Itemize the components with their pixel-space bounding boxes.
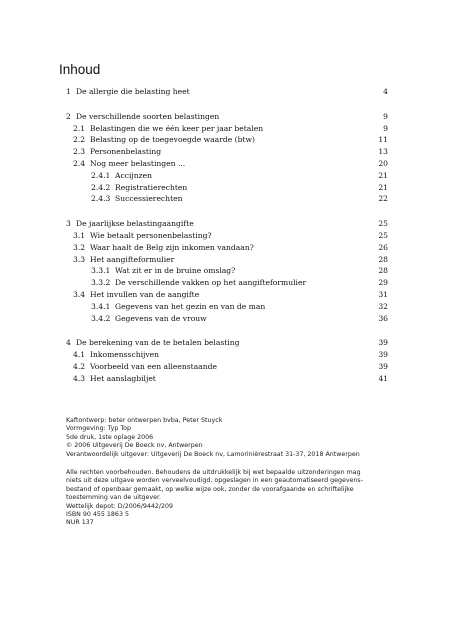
toc-entry-page: 32 xyxy=(378,301,388,311)
toc-entry-label: Het aangifteformulier xyxy=(90,254,175,264)
toc-entry-page: 21 xyxy=(378,182,388,192)
toc-entry xyxy=(66,134,388,146)
toc-entry-label: Het aanslagbiljet xyxy=(90,373,156,383)
toc-entry-number: 3.2 xyxy=(73,242,86,252)
toc-entry-number: 2.3 xyxy=(73,147,86,157)
toc-entry-label: Het invullen van de aangifte xyxy=(90,289,200,299)
toc-entry-page: 31 xyxy=(378,289,388,299)
toc-entry-number: 2.1 xyxy=(73,123,86,133)
design-credit: Vormgeving: Typ Top xyxy=(66,425,131,433)
toc-entry xyxy=(66,123,388,135)
toc-entry-number: 4.2 xyxy=(73,361,86,371)
toc-entry-label: De jaarlijkse belastingaangifte xyxy=(76,219,194,229)
toc-entry xyxy=(66,170,388,182)
toc-entry-number: 3.4.1 xyxy=(91,301,111,311)
toc-entry-number: 2.4 xyxy=(73,158,86,168)
toc-entry xyxy=(66,230,388,242)
rights-line: Alle rechten voorbehouden. Behoudens de uitdrukkelijk bij wet bepaalde uitzonderingen mag xyxy=(66,469,361,477)
edition-info: 5de druk, 1ste oplage 2006 xyxy=(66,433,154,441)
toc-entry-number: 2.2 xyxy=(73,135,86,145)
toc-entry-number: 2.4.3 xyxy=(91,194,111,204)
toc-entry-label: Gegevens van het gezin en van de man xyxy=(115,301,266,311)
toc-entry-page: 39 xyxy=(378,338,388,348)
toc-entry-label: Successierechten xyxy=(115,194,183,204)
toc-entry xyxy=(66,277,388,289)
toc-entry-page: 25 xyxy=(378,219,388,229)
rights-line: toestemming van de uitgever. xyxy=(66,494,161,502)
toc-entry-label: Accijnzen xyxy=(115,170,153,180)
toc-section xyxy=(66,111,388,205)
toc-entry-label: De allergie die belasting heet xyxy=(76,87,190,96)
toc-entry-number: 1 xyxy=(66,87,71,96)
toc-section xyxy=(66,337,388,384)
colophon xyxy=(66,417,396,528)
copyright-line: © 2006 Uitgeverij De Boeck nv, Antwerpen xyxy=(66,442,203,450)
toc-entry-page: 29 xyxy=(378,278,388,288)
toc-entry-page: 13 xyxy=(378,147,388,157)
table-of-contents xyxy=(66,86,388,398)
toc-entry-number: 3.3.2 xyxy=(91,278,111,288)
toc-entry-page: 20 xyxy=(378,158,388,168)
toc-entry-number: 4 xyxy=(66,338,71,348)
toc-entry-page: 9 xyxy=(383,111,388,121)
toc-entry-number: 4.3 xyxy=(73,373,86,383)
toc-entry-label: Gegevens van de vrouw xyxy=(115,313,207,323)
toc-entry-label: Inkomensschijven xyxy=(90,350,160,360)
toc-entry-number: 2.4.2 xyxy=(91,182,111,192)
cover-credit: Kaftontwerp: beter ontwerpen bvba, Peter Stuyck xyxy=(66,417,223,424)
toc-entry-label: Waar haalt de Belg zijn inkomen vandaan? xyxy=(90,242,254,252)
toc-entry-page: 9 xyxy=(383,123,388,133)
rights-line: niets uit deze uitgave worden verveelvoudigd, opgeslagen in een geautomatiseerd gegevens- xyxy=(66,477,363,485)
toc-section xyxy=(66,86,388,98)
toc-entry xyxy=(66,301,388,313)
toc-entry-page: 39 xyxy=(378,350,388,360)
rights-notice xyxy=(66,469,396,503)
toc-entry-label: Belasting op de toegevoegde waarde (btw) xyxy=(90,135,255,145)
toc-entry xyxy=(66,182,388,194)
toc-entry-number: 3.1 xyxy=(73,230,86,240)
toc-entry-page: 28 xyxy=(378,254,388,264)
toc-entry xyxy=(66,254,388,266)
toc-entry xyxy=(66,193,388,205)
toc-entry xyxy=(66,158,388,170)
toc-entry-label: De verschillende vakken op het aangifteformulier xyxy=(115,278,307,288)
rights-line: bestand of openbaar gemaakt, op welke wijze ook, zonder de voorafgaande en schriftelijke xyxy=(66,485,354,493)
toc-entry-label: Registratierechten xyxy=(115,182,188,192)
toc-entry-label: Belastingen die we één keer per jaar betalen xyxy=(90,123,264,133)
toc-entry-page: 26 xyxy=(378,242,388,252)
toc-entry xyxy=(66,313,388,325)
toc-entry-number: 2.4.1 xyxy=(91,170,111,180)
toc-entry xyxy=(66,218,388,230)
toc-entry xyxy=(66,349,388,361)
toc-entry-label: Nog meer belastingen ... xyxy=(90,158,186,168)
toc-entry-number: 2 xyxy=(66,111,71,121)
toc-entry-number: 3.4 xyxy=(73,289,86,299)
toc-entry xyxy=(66,373,388,385)
page-title: Inhoud xyxy=(59,62,101,77)
toc-entry-number: 4.1 xyxy=(73,350,86,360)
toc-entry-page: 22 xyxy=(378,194,388,204)
toc-entry xyxy=(66,111,388,123)
toc-entry-page: 25 xyxy=(378,230,388,240)
toc-entry xyxy=(66,361,388,373)
toc-entry-page: 36 xyxy=(378,313,388,323)
legal-deposit: Wettelijk depot: D/2006/9442/209 xyxy=(66,502,174,510)
toc-entry xyxy=(66,265,388,277)
toc-entry xyxy=(66,146,388,158)
toc-entry-label: De verschillende soorten belastingen xyxy=(76,111,220,121)
toc-section xyxy=(66,218,388,324)
toc-entry-page: 4 xyxy=(383,87,388,96)
toc-entry-number: 3.3.1 xyxy=(91,266,111,276)
toc-entry-number: 3.3 xyxy=(73,254,86,264)
toc-entry xyxy=(66,86,388,98)
toc-entry-number: 3 xyxy=(66,219,71,229)
toc-entry-page: 28 xyxy=(378,266,388,276)
toc-entry-page: 39 xyxy=(378,361,388,371)
toc-entry xyxy=(66,289,388,301)
toc-entry-page: 11 xyxy=(378,135,388,145)
toc-entry-label: De berekening van de te betalen belasting xyxy=(76,338,240,348)
toc-entry-label: Voorbeeld van een alleenstaande xyxy=(90,361,218,371)
toc-entry-page: 21 xyxy=(378,170,388,180)
toc-entry xyxy=(66,242,388,254)
publisher-line: Verantwoordelijk uitgever: Uitgeverij De Boeck nv, Lamorinièrestraat 31-37, 2018 Antwerpen xyxy=(66,450,360,458)
toc-entry-label: Personenbelasting xyxy=(90,147,162,157)
isbn: ISBN 90 455 1863 5 xyxy=(66,511,129,519)
toc-entry-label: Wie betaalt personenbelasting? xyxy=(90,230,212,240)
toc-entry-number: 3.4.2 xyxy=(91,313,111,323)
toc-entry-label: Wat zit er in de bruine omslag? xyxy=(115,266,236,276)
toc-entry-page: 41 xyxy=(378,373,388,383)
nur-code: NUR 137 xyxy=(66,519,94,527)
toc-entry xyxy=(66,337,388,349)
